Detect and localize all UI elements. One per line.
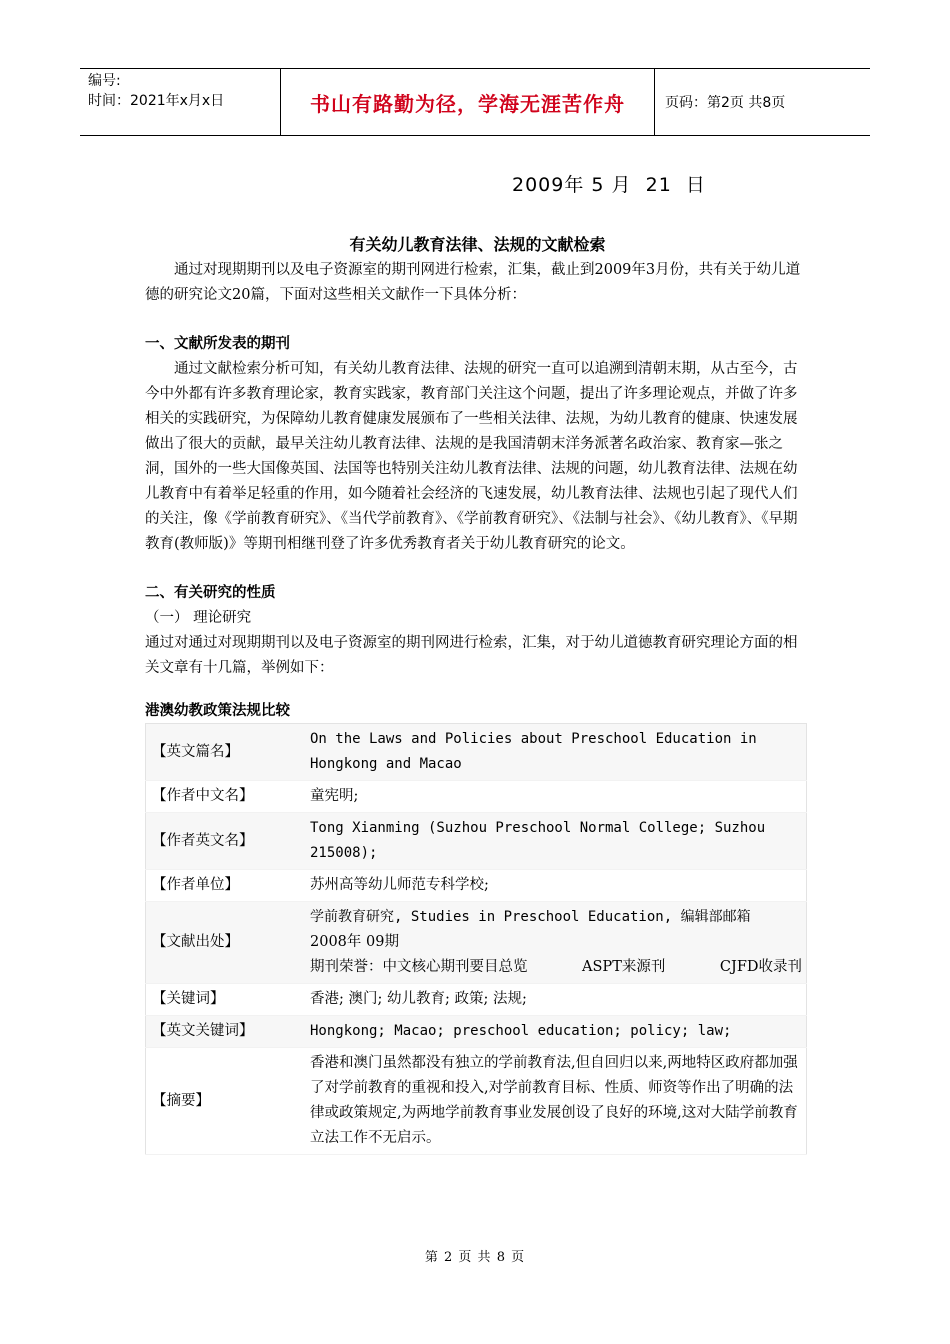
time-label: 时间：2021年x月x日 bbox=[88, 93, 225, 109]
table-row bbox=[146, 1016, 807, 1048]
table-row bbox=[146, 724, 807, 781]
section1-paragraph: 通过文献检索分析可知，有关幼儿教育法律、法规的研究一直可以追溯到清朝末期，从古至今，古今中外都有许多教育理论家，教育实践家，教育部门关注这个问题，提出了许多理论观点，并做了许多相关的实践研究，为保障幼儿教育健康发展颁布了一些相关法律、法规，为幼儿教育的健康、快速发展做出了很大的贡献，最早关注幼儿教育法律、法规的是我国清朝末洋务派著名政治家、教育家—张之洞，国外的一些大国像英国、法国等也特别关注幼儿教育法律、法规的问题，幼儿教育法律、法规在幼儿教育中有着举足轻重的作用，如今随着社会经济的飞速发展，幼儿教育法律、法规也引起了现代人们的关注，像《学前教育研究》、《当代学前教育》、《学前教育研究》、《法制与社会》、《幼儿教育》、《早期教育(教师版)》等期刊相继刊登了许多优秀教育者关于幼儿教育研究的论文。 bbox=[145, 361, 798, 552]
honor-aspt: ASPT来源刊 bbox=[582, 959, 666, 975]
row-label: 【作者单位】 bbox=[146, 870, 307, 902]
row-label: 【文献出处】 bbox=[146, 902, 307, 984]
spacer bbox=[145, 308, 810, 332]
table-row bbox=[146, 1048, 807, 1155]
row-label: 【作者中文名】 bbox=[146, 781, 307, 813]
section1-heading: 一、文献所发表的期刊 bbox=[145, 336, 290, 352]
honor-label: 期刊荣誉：中文核心期刊要目总览 bbox=[310, 959, 528, 975]
section2-heading: 二、有关研究的性质 bbox=[145, 585, 276, 601]
row-label: 【英文篇名】 bbox=[146, 724, 307, 781]
header-meta bbox=[80, 69, 281, 135]
row-label: 【关键词】 bbox=[146, 984, 307, 1016]
table-row bbox=[146, 984, 807, 1016]
source-line2: 2008年 09期 bbox=[310, 934, 399, 950]
journal-honors bbox=[310, 955, 802, 980]
intro-paragraph: 通过对现期期刊以及电子资源室的期刊网进行检索，汇集，截止到2009年3月份，共有关于幼儿道德的研究论文20篇，下面对这些相关文献作一下具体分析： bbox=[145, 262, 801, 303]
number-label: 编号: bbox=[88, 73, 121, 89]
record-table bbox=[145, 723, 807, 1155]
page-header bbox=[80, 68, 870, 136]
author-cn-value: 童宪明; bbox=[310, 788, 359, 804]
record-table-title: 港澳幼教政策法规比较 bbox=[145, 703, 290, 719]
title-en-value: On the Laws and Policies about Preschool Education in Hongkong and Macao bbox=[306, 724, 807, 781]
page-footer: 第 2 页 共 8 页 bbox=[424, 1250, 526, 1265]
source-line1: 学前教育研究, Studies in Preschool Education, 编辑部邮箱 bbox=[310, 909, 751, 925]
unit-value: 苏州高等幼儿师范专科学校; bbox=[310, 877, 489, 893]
keywords-en-value: Hongkong; Macao; preschool education; policy; law; bbox=[306, 1016, 807, 1048]
table-row bbox=[146, 902, 807, 984]
author-en-value: Tong Xianming (Suzhou Preschool Normal College; Suzhou 215008); bbox=[306, 813, 807, 870]
keywords-value: 香港; 澳门; 幼儿教育; 政策; 法规; bbox=[310, 991, 527, 1007]
honor-cjfd: CJFD收录刊 bbox=[719, 959, 802, 975]
header-motto: 书山有路勤为径，学海无涯苦作舟 bbox=[281, 69, 655, 135]
table-row bbox=[146, 870, 807, 902]
table-row bbox=[146, 781, 807, 813]
row-label: 【摘要】 bbox=[146, 1048, 307, 1155]
document-title: 有关幼儿教育法律、法规的文献检索 bbox=[349, 235, 606, 254]
spacer bbox=[145, 557, 810, 581]
section2-subheading: （一） 理论研究 bbox=[145, 610, 252, 626]
date-line: 2009年 5 月 21 日 bbox=[512, 174, 706, 196]
row-label: 【英文关键词】 bbox=[146, 1016, 307, 1048]
document-body bbox=[145, 232, 810, 1155]
table-row bbox=[146, 813, 807, 870]
abstract-value: 香港和澳门虽然都没有独立的学前教育法,但自回归以来,两地特区政府都加强了对学前教育的重视和投入,对学前教育目标、性质、师资等作出了明确的法律或政策规定,为两地学前教育事业发展创设了良好的环境,这对大陆学前教育立法工作不无启示。 bbox=[310, 1055, 798, 1146]
header-page-label: 页码：第2页 共8页 bbox=[665, 95, 786, 111]
section2-paragraph: 通过对通过对现期期刊以及电子资源室的期刊网进行检索，汇集，对于幼儿道德教育研究理论方面的相关文章有十几篇，举例如下： bbox=[145, 635, 798, 676]
row-label: 【作者英文名】 bbox=[146, 813, 307, 870]
